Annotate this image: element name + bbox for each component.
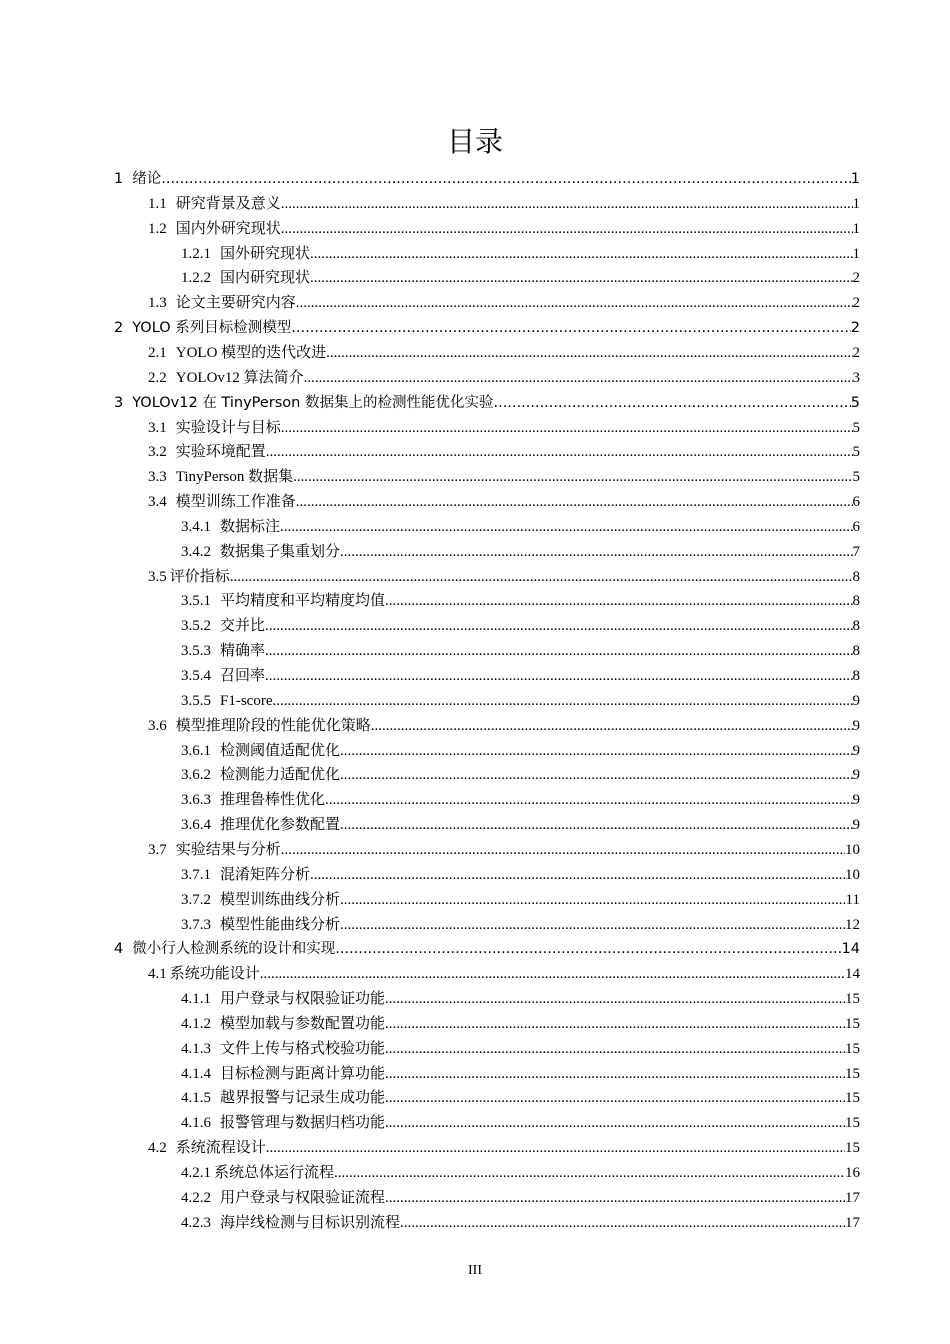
toc-entry[interactable]: [181, 1161, 860, 1185]
toc-entry-page: 2: [852, 295, 860, 312]
toc-entry-page: 5: [852, 419, 860, 436]
toc-entry-page: 6: [852, 518, 860, 535]
toc-entry[interactable]: [148, 565, 860, 589]
toc-entry-number: 4.1.2: [181, 1015, 211, 1032]
toc-entry-page: 15: [845, 1015, 860, 1032]
toc-entry-title: YOLOv12 算法简介: [175, 369, 304, 386]
toc-entry-title: 目标检测与距离计算功能: [220, 1065, 386, 1082]
toc-dot-leader: [161, 167, 851, 191]
toc-entry[interactable]: [181, 639, 860, 663]
toc-dot-leader: [266, 440, 853, 464]
toc-entry-number: 1.2.2: [181, 270, 211, 287]
toc-entry-title: 实验设计与目标: [175, 419, 281, 436]
toc-dot-leader: [385, 1186, 845, 1210]
toc-entry-title: 混淆矩阵分析: [220, 866, 311, 883]
toc-entry-number: 3.5.5: [181, 692, 211, 709]
toc-entry-page: 5: [852, 469, 860, 486]
toc-entry-title: 交并比: [220, 618, 266, 635]
toc-dot-leader: [385, 1037, 845, 1061]
toc-entry[interactable]: [148, 416, 860, 440]
toc-entry-page: 9: [852, 817, 860, 834]
toc-entry-number: 3.2: [148, 444, 167, 461]
toc-entry-title: YOLO 模型的迭代改进: [175, 344, 327, 361]
toc-entry-title: 推理优化参数配置: [220, 817, 341, 834]
toc-dot-leader: [273, 689, 853, 713]
toc-dot-leader: [385, 589, 852, 613]
toc-dot-leader: [340, 739, 852, 763]
toc-entry-number: 3.3: [148, 469, 167, 486]
toc-entry[interactable]: [114, 167, 860, 191]
toc-entry[interactable]: [181, 614, 860, 638]
toc-dot-leader: [266, 1136, 845, 1160]
toc-dot-leader: [326, 341, 852, 365]
toc-entry[interactable]: [181, 1211, 860, 1235]
toc-entry-page: 8: [852, 568, 860, 585]
toc-entry[interactable]: [181, 515, 860, 539]
toc-entry-number: 4.1.3: [181, 1040, 211, 1057]
toc-entry-page: 14: [845, 966, 860, 983]
toc-entry[interactable]: [181, 242, 860, 266]
toc-entry-number: 3.5: [148, 568, 167, 585]
toc-entry[interactable]: [181, 540, 860, 564]
toc-entry-page: 15: [845, 1090, 860, 1107]
toc-dot-leader: [280, 515, 852, 539]
toc-dot-leader: [325, 788, 852, 812]
toc-dot-leader: [281, 192, 853, 216]
toc-dot-leader: [400, 1211, 845, 1235]
toc-entry-number: 3.5.1: [181, 593, 211, 610]
toc-entry[interactable]: [114, 391, 860, 415]
toc-entry-number: 3.6.3: [181, 792, 211, 809]
toc-entry-page: 9: [852, 717, 860, 734]
toc-entry[interactable]: [181, 266, 860, 290]
toc-entry-title: 论文主要研究内容: [175, 295, 296, 312]
toc-entry-number: 1: [114, 171, 124, 187]
toc-dot-leader: [340, 763, 852, 787]
toc-dot-leader: [493, 391, 850, 415]
toc-entry-number: 4.1: [148, 966, 167, 983]
toc-entry-number: 3.5.2: [181, 618, 211, 635]
toc-entry-number: 1.2: [148, 220, 167, 237]
toc-entry-title: 系统总体运行流程: [214, 1165, 335, 1181]
toc-entry-page: 15: [845, 1115, 860, 1132]
toc-entry-page: 9: [852, 692, 860, 709]
toc-dot-leader: [281, 838, 845, 862]
toc-entry[interactable]: [181, 913, 860, 937]
toc-entry-number: 1.3: [148, 295, 167, 312]
toc-entry[interactable]: [148, 217, 860, 241]
toc-entry-page: 15: [845, 1065, 860, 1082]
toc-entry-page: 5: [850, 394, 860, 411]
toc-entry[interactable]: [148, 291, 860, 315]
toc-dot-leader: [291, 316, 850, 340]
toc-entry-number: 2: [114, 320, 124, 337]
toc-entry[interactable]: [181, 689, 860, 713]
toc-entry[interactable]: [148, 341, 860, 365]
toc-dot-leader: [371, 714, 853, 738]
toc-entry-title: YOLOv12 在 TinyPerson 数据集上的检测性能优化实验: [132, 394, 494, 411]
toc-entry-page: 1: [852, 245, 860, 262]
toc-entry-page: 15: [845, 991, 860, 1008]
toc-entry-page: 16: [845, 1165, 860, 1181]
toc-entry-number: 3.4: [148, 494, 167, 511]
toc-entry-number: 3.7.1: [181, 866, 211, 883]
toc-entry-title: 系统流程设计: [175, 1140, 266, 1157]
toc-entry-title: 检测能力适配优化: [220, 767, 341, 784]
toc-entry-title: 数据标注: [220, 518, 281, 535]
toc-entry[interactable]: [148, 490, 860, 514]
toc-entry[interactable]: [148, 1136, 860, 1160]
toc-entry-page: 8: [852, 618, 860, 635]
toc-entry-page: 15: [845, 1140, 860, 1157]
toc-entry[interactable]: [181, 813, 860, 837]
toc-entry-page: 1: [852, 195, 860, 212]
toc-entry-title: 检测阈值适配优化: [220, 742, 341, 759]
toc-entry-page: 8: [852, 668, 860, 684]
toc-entry-title: 国内研究现状: [220, 270, 311, 287]
toc-entry-title: 用户登录与权限验证功能: [220, 991, 386, 1008]
toc-entry[interactable]: [181, 763, 860, 787]
toc-entry-title: 文件上传与格式校验功能: [220, 1040, 386, 1057]
toc-entry-title: F1-score: [220, 692, 273, 709]
toc-entry-number: 4: [114, 941, 124, 958]
toc-entry-page: 10: [845, 841, 860, 858]
toc-entry-page: 1: [850, 171, 860, 187]
toc-entry-page: 9: [852, 767, 860, 784]
toc-entry-number: 4.2.3: [181, 1214, 211, 1231]
toc-entry-number: 1.2.1: [181, 245, 211, 262]
toc-dot-leader: [310, 863, 845, 887]
toc-entry-page: 2: [852, 344, 860, 361]
toc-entry-title: 模型加载与参数配置功能: [220, 1015, 386, 1032]
toc-entry-title: 数据集子集重划分: [220, 543, 341, 560]
toc-dot-leader: [385, 1012, 845, 1036]
toc-entry-number: 3.6.2: [181, 767, 211, 784]
toc-entry[interactable]: [181, 664, 860, 688]
toc-entry-number: 3: [114, 394, 124, 411]
toc-entry[interactable]: [181, 888, 860, 912]
toc-entry-number: 4.2.1: [181, 1165, 211, 1181]
toc-title: 目录: [446, 125, 503, 158]
toc-entry-title: TinyPerson 数据集: [175, 469, 294, 486]
toc-entry-title: 召回率: [220, 668, 266, 684]
toc-entry-number: 4.2.2: [181, 1189, 211, 1206]
toc-entry-title: 海岸线检测与目标识别流程: [220, 1214, 401, 1231]
toc-entry[interactable]: [181, 739, 860, 763]
toc-dot-leader: [340, 813, 852, 837]
toc-entry-page: 2: [850, 320, 860, 337]
toc-entry-page: 1: [852, 220, 860, 237]
toc-dot-leader: [385, 1062, 845, 1086]
toc-entry-number: 4.2: [148, 1140, 167, 1157]
toc-dot-leader: [340, 913, 845, 937]
toc-entry-number: 3.7.2: [181, 891, 211, 908]
toc-entry-number: 3.7: [148, 841, 167, 858]
toc-entry-number: 3.4.1: [181, 518, 211, 535]
toc-entry-title: 模型性能曲线分析: [220, 916, 341, 933]
toc-entry-page: 5: [852, 444, 860, 461]
toc-dot-leader: [293, 465, 852, 489]
toc-entry[interactable]: [148, 962, 860, 986]
toc-entry-page: 15: [845, 1040, 860, 1057]
toc-entry[interactable]: [181, 1062, 860, 1086]
toc-entry-title: 模型训练工作准备: [175, 494, 296, 511]
toc-entry-title: 模型推理阶段的性能优化策略: [175, 717, 371, 734]
toc-dot-leader: [296, 490, 853, 514]
toc-dot-leader: [335, 937, 841, 961]
toc-entry-number: 3.6.1: [181, 742, 211, 759]
toc-entry[interactable]: [114, 316, 860, 340]
toc-entry-number: 4.1.6: [181, 1115, 211, 1132]
toc-entry-number: 3.5.4: [181, 668, 211, 684]
toc-dot-leader: [310, 242, 852, 266]
toc-entry-title: 平均精度和平均精度均值: [220, 593, 386, 610]
toc-entry-title: 评价指标: [169, 568, 230, 585]
toc-dot-leader: [310, 266, 852, 290]
toc-entry[interactable]: [148, 192, 860, 216]
toc-dot-leader: [265, 614, 852, 638]
toc-entry-title: 实验结果与分析: [175, 841, 281, 858]
toc-entry-number: 1.1: [148, 195, 167, 212]
toc-entry[interactable]: [148, 838, 860, 862]
toc-dot-leader: [334, 1161, 845, 1185]
toc-entry-page: 8: [852, 643, 860, 660]
toc-entry-page: 17: [845, 1189, 860, 1206]
toc-entry[interactable]: [181, 863, 860, 887]
toc-entry-title: 推理鲁棒性优化: [220, 792, 326, 809]
toc-entry-title: 系统功能设计: [169, 966, 260, 983]
toc-entry-title: 报警管理与数据归档功能: [220, 1115, 386, 1132]
toc-entry-page: 11: [845, 891, 860, 908]
toc-dot-leader: [230, 565, 853, 589]
toc-entry-number: 3.7.3: [181, 916, 211, 933]
toc-entry-page: 6: [852, 494, 860, 511]
toc-entry-number: 2.1: [148, 344, 167, 361]
toc-entry-page: 17: [845, 1214, 860, 1231]
toc-dot-leader: [385, 1086, 845, 1110]
toc-entry-title: 越界报警与记录生成功能: [220, 1090, 386, 1107]
toc-entry-number: 4.1.4: [181, 1065, 211, 1082]
toc-entry-title: 国外研究现状: [220, 245, 311, 262]
toc-entry-number: 3.1: [148, 419, 167, 436]
toc-entry-page: 12: [845, 916, 860, 933]
toc-dot-leader: [281, 416, 853, 440]
toc-entry-number: 3.5.3: [181, 643, 211, 660]
toc-entry-page: 8: [852, 593, 860, 610]
toc-dot-leader: [281, 217, 853, 241]
toc-entry-page: 3: [852, 369, 860, 386]
toc-entry-title: 国内外研究现状: [175, 220, 281, 237]
toc-dot-leader: [340, 888, 846, 912]
toc-entry[interactable]: [181, 788, 860, 812]
toc-dot-leader: [265, 664, 852, 688]
toc-entry-title: 绪论: [132, 171, 162, 187]
toc-entry-page: 10: [845, 866, 860, 883]
toc-entry-title: 实验环境配置: [175, 444, 266, 461]
toc-entry[interactable]: [181, 589, 860, 613]
toc-entry-number: 3.4.2: [181, 543, 211, 560]
toc-entry-page: 7: [852, 543, 860, 560]
toc-entry[interactable]: [181, 1111, 860, 1135]
toc-entry[interactable]: [148, 366, 860, 390]
toc-entry-page: 14: [841, 941, 860, 958]
toc-entry-number: 4.1.5: [181, 1090, 211, 1107]
toc-entry[interactable]: [181, 987, 860, 1011]
toc-dot-leader: [296, 291, 853, 315]
toc-entry-title: 模型训练曲线分析: [220, 891, 341, 908]
toc-dot-leader: [265, 639, 852, 663]
toc-entry-page: 9: [852, 792, 860, 809]
toc-entry-number: 3.6.4: [181, 817, 211, 834]
toc-entry-title: 用户登录与权限验证流程: [220, 1189, 386, 1206]
toc-entry[interactable]: [181, 1086, 860, 1110]
toc-entry[interactable]: [148, 714, 860, 738]
toc-entry-page: 9: [852, 742, 860, 759]
toc-entry-number: 2.2: [148, 369, 167, 386]
toc-entry-title: YOLO 系列目标检测模型: [132, 320, 292, 337]
toc-dot-leader: [304, 366, 853, 390]
toc-dot-leader: [260, 962, 845, 986]
toc-entry[interactable]: [148, 465, 860, 489]
toc-entry[interactable]: [181, 1037, 860, 1061]
toc-entry[interactable]: [114, 937, 860, 961]
toc-entry-title: 研究背景及意义: [175, 195, 281, 212]
toc-entry[interactable]: [181, 1186, 860, 1210]
toc-entry-page: 2: [852, 270, 860, 287]
toc-entry-number: 4.1.1: [181, 991, 211, 1008]
toc-dot-leader: [385, 987, 845, 1011]
page-number-footer: III: [468, 1263, 482, 1278]
toc-entry-title: 精确率: [220, 643, 266, 660]
toc-entry-number: 3.6: [148, 717, 167, 734]
toc-dot-leader: [340, 540, 852, 564]
toc-dot-leader: [385, 1111, 845, 1135]
toc-entry[interactable]: [181, 1012, 860, 1036]
toc-entry[interactable]: [148, 440, 860, 464]
toc-entry-title: 微小行人检测系统的设计和实现: [132, 941, 336, 958]
